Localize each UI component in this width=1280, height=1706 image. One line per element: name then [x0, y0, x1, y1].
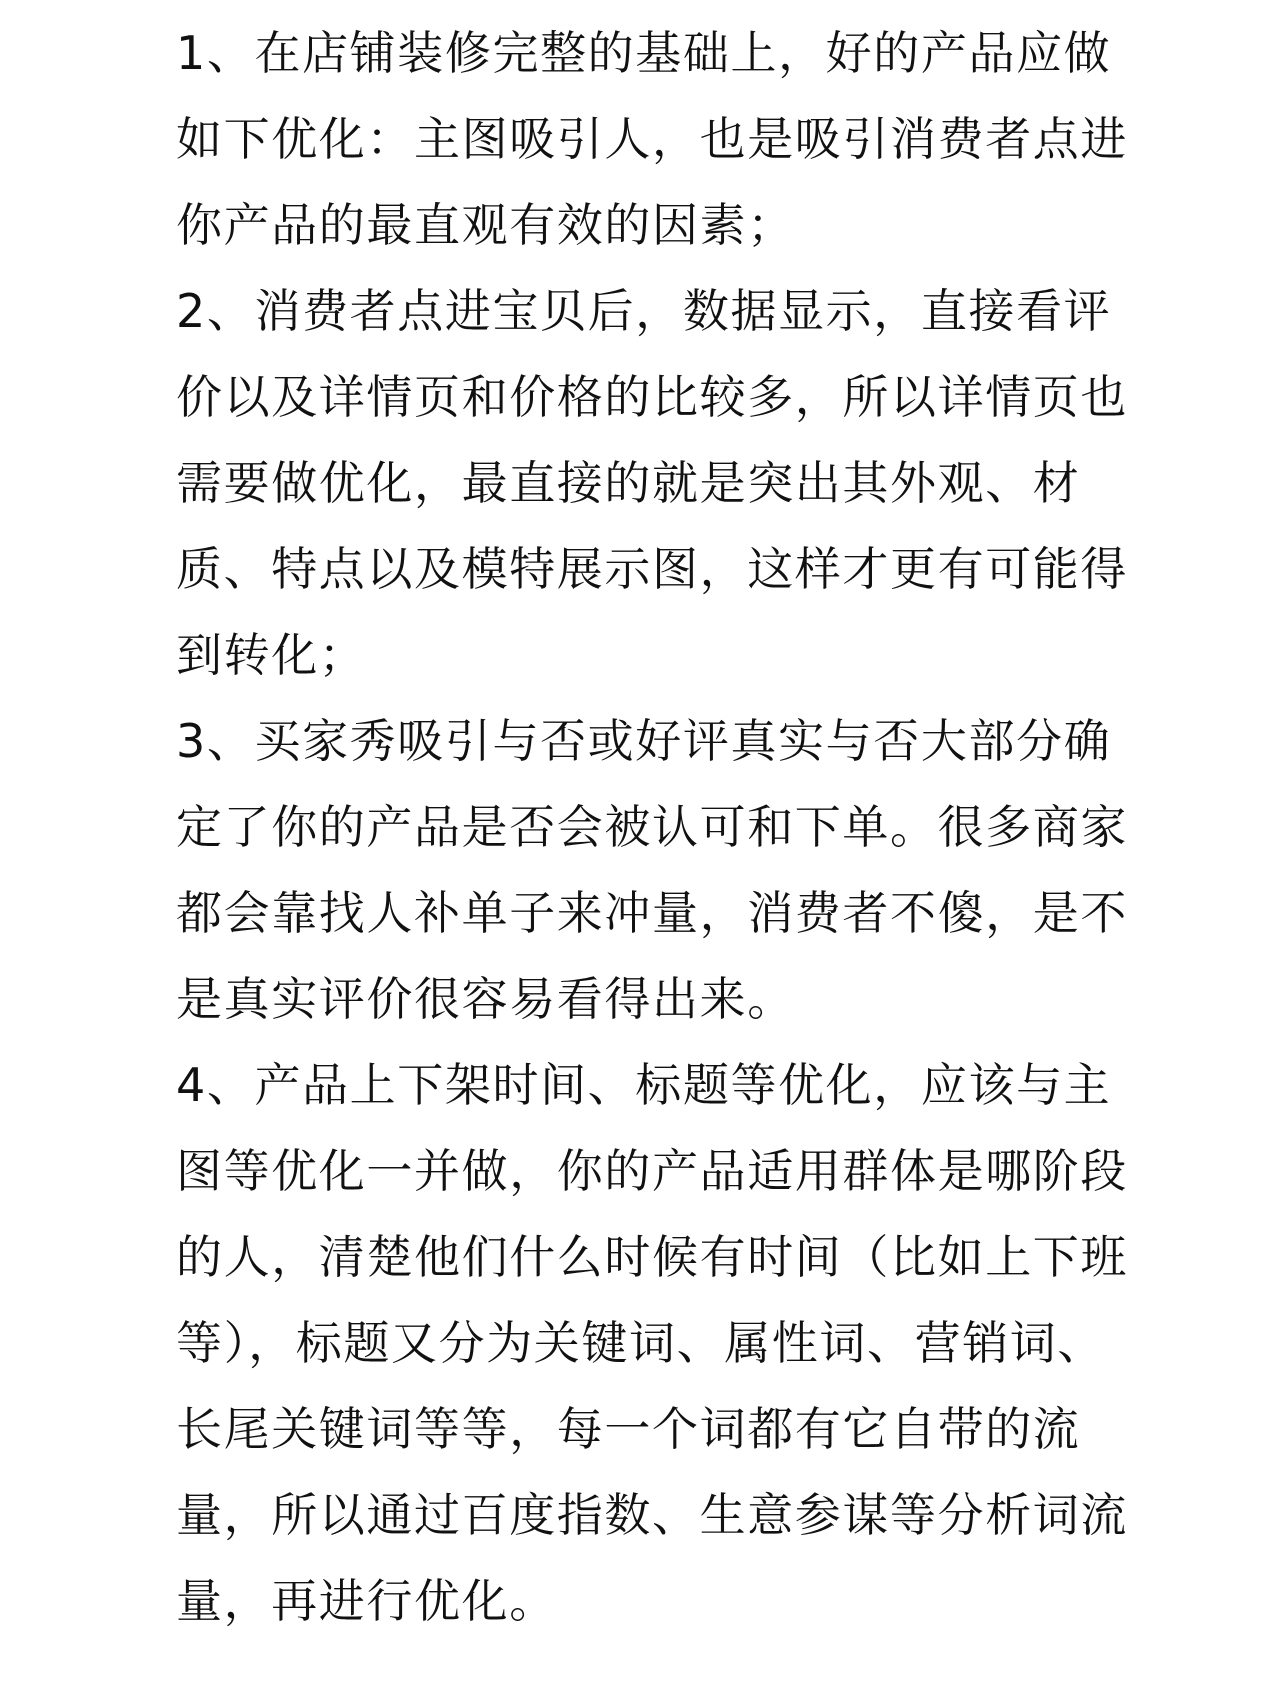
paragraph-3: 3、买家秀吸引与否或好评真实与否大部分确定了你的产品是否会被认可和下单。很多商家都会靠找人补单子来冲量，消费者不傻，是不是真实评价很容易看得出来。 [176, 714, 1128, 1026]
article-body [176, 0, 1136, 1644]
paragraph-1: 1、在店铺装修完整的基础上，好的产品应做如下优化：主图吸引人，也是吸引消费者点进你产品的最直观有效的因素； [176, 26, 1128, 252]
paragraph-2: 2、消费者点进宝贝后，数据显示，直接看评价以及详情页和价格的比较多，所以详情页也需要做优化，最直接的就是突出其外观、材质、特点以及模特展示图，这样才更有可能得到转化； [176, 284, 1128, 682]
paragraph-4: 4、产品上下架时间、标题等优化，应该与主图等优化一并做，你的产品适用群体是哪阶段的人，清楚他们什么时候有时间（比如上下班等），标题又分为关键词、属性词、营销词、长尾关键词等等，每一个词都有它自带的流量，所以通过百度指数、生意参谋等分析词流量，再进行优化。 [176, 1058, 1128, 1628]
